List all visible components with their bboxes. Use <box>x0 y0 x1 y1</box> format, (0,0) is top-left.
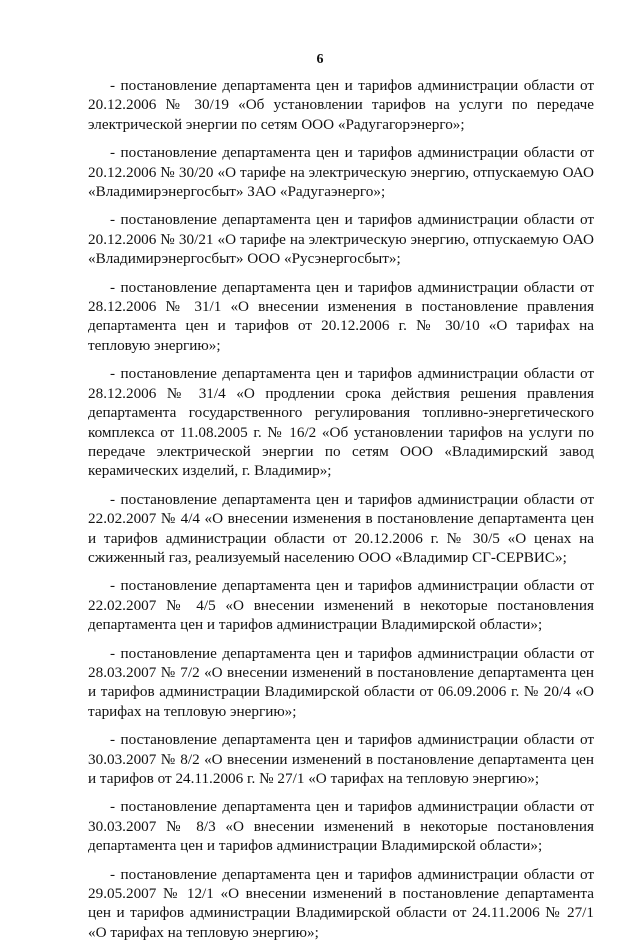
page-number: 6 <box>316 52 324 67</box>
paragraph: - постановление департамента цен и тарифов администрации области от 22.02.2007 № 4/5 «О внесении изменений в некоторые постановления департамента цен и тарифов администрации Владимирской области»; <box>88 577 594 634</box>
paragraph: - постановление департамента цен и тарифов администрации области от 30.03.2007 № 8/2 «О внесении изменений в постановление департамента цен и тарифов от 24.11.2006 г. № 27/1 «О тарифах на тепловую энергию»; <box>88 731 594 787</box>
paragraph: - постановление департамента цен и тарифов администрации области от 20.12.2006 № 30/21 «О тарифе на электрическую энергию, отпускаемую ОАО «Владимирэнергосбыт» ООО «Русэнергосбыт»; <box>88 211 594 268</box>
paragraph: - постановление департамента цен и тарифов администрации области от 29.05.2007 № 12/1 «О внесении изменений в постановление департамента цен и тарифов администрации Владимирской области от 24.11.2006 № 27/1 «О тарифах на тепловую энергию»; <box>88 865 594 941</box>
document-body <box>88 76 594 951</box>
paragraph: - постановление департамента цен и тарифов администрации области от 22.02.2007 № 4/4 «О внесении изменения в постановление департамента цен и тарифов администрации области от 20.12.2006 г. № 30/5 «О ценах на сжиженный газ, реализуемый населению ООО «Владимир СГ-СЕРВИС»; <box>88 490 594 566</box>
paragraph: - постановление департамента цен и тарифов администрации области от 28.12.2006 № 31/4 «О продлении срока действия решения правления департамента государственного регулирования топливно-энергетического комплекса от 11.08.2005 г. № 16/2 «Об установлении тарифов на услуги по передаче электрической энергии по сетям ООО «Владимирский завод керамических изделий, г. Владимир»; <box>88 365 594 480</box>
paragraph: - постановление департамента цен и тарифов администрации области от 28.12.2006 № 31/1 «О внесении изменения в постановление правления департамента цен и тарифов от 20.12.2006 г. № 30/10 «О тарифах на тепловую энергию»; <box>88 278 594 354</box>
paragraph: - постановление департамента цен и тарифов администрации области от 30.03.2007 № 8/3 «О внесении изменений в некоторые постановления департамента цен и тарифов администрации Владимирской области»; <box>88 798 594 855</box>
paragraph: - постановление департамента цен и тарифов администрации области от 20.12.2006 № 30/19 «Об установлении тарифов на услуги по передаче электрической энергии по сетям ООО «Радугагорэнерго»; <box>88 77 594 133</box>
paragraph: - постановление департамента цен и тарифов администрации области от 20.12.2006 № 30/20 «О тарифе на электрическую энергию, отпускаемую ОАО «Владимирэнергосбыт» ЗАО «Радугаэнерго»; <box>88 144 594 201</box>
paragraph: - постановление департамента цен и тарифов администрации области от 28.03.2007 № 7/2 «О внесении изменений в постановление департамента цен и тарифов администрации Владимирской области от 06.09.2006 г. № 20/4 «О тарифах на тепловую энергию»; <box>88 644 594 720</box>
